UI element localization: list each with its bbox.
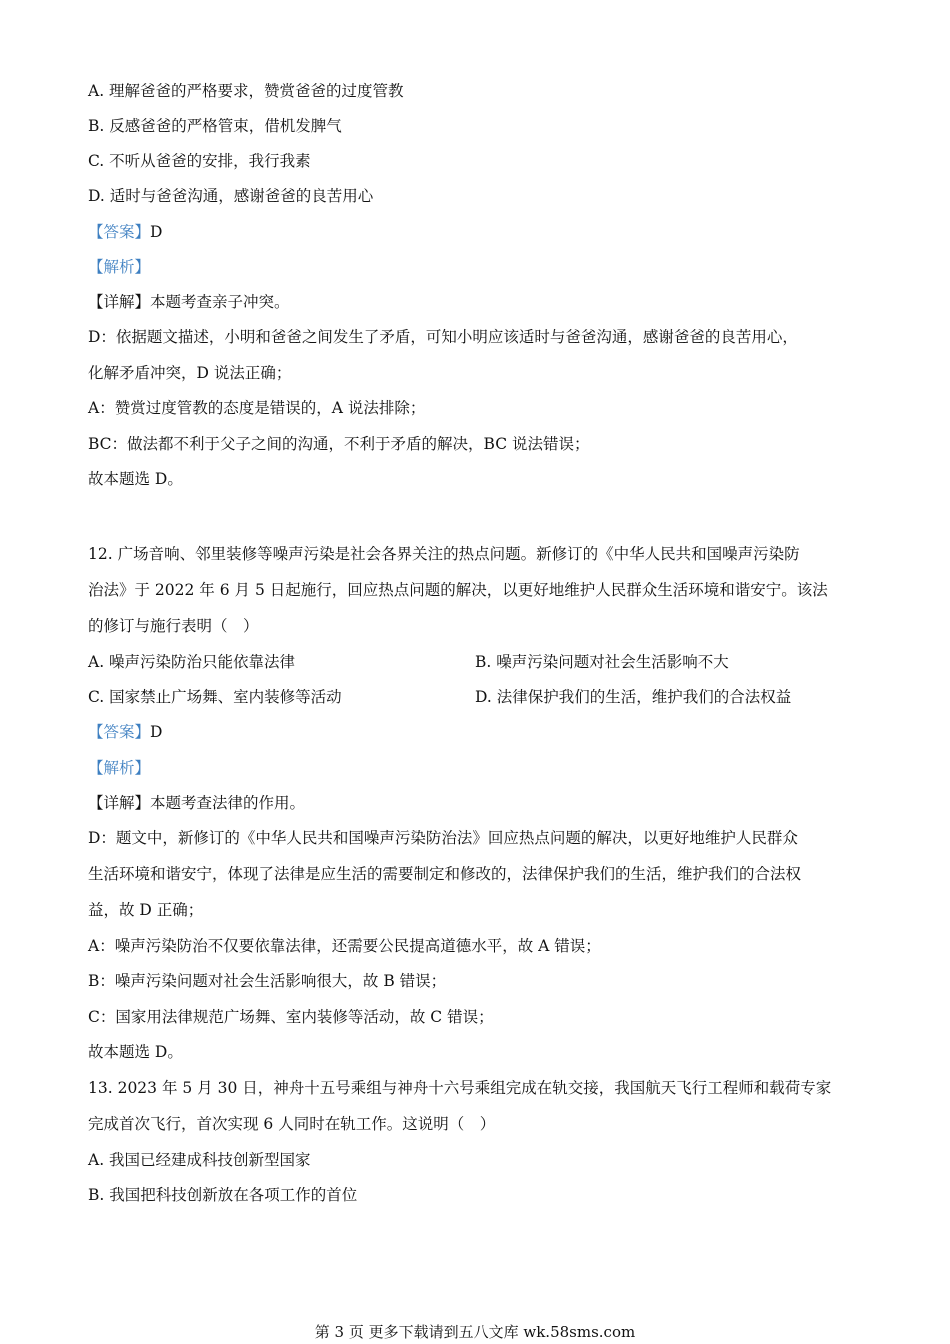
q12-detail-line: B：噪声污染问题对社会生活影响很大，故 B 错误； [88, 972, 447, 990]
q13-option-a: A. 我国已经建成科技创新型国家 [88, 1151, 311, 1169]
q11-detail-line: 故本题选 D。 [88, 470, 183, 488]
q11-option-d: D. 适时与爸爸沟通，感谢爸爸的良苦用心 [88, 187, 374, 205]
q12-detail-line: D：题文中，新修订的《中华人民共和国噪声污染防治法》回应热点问题的解决，以更好地维护人民群众 [88, 829, 798, 847]
q12-detail-line: 生活环境和谐安宁，体现了法律是应生活的需要制定和修改的，法律保护我们的生活，维护我们的合法权 [88, 865, 802, 883]
q12-option-a: A. 噪声污染防治只能依靠法律 [88, 653, 296, 671]
q13-stem-line: 13. 2023 年 5 月 30 日，神舟十五号乘组与神舟十六号乘组完成在轨交接，我国航天飞行工程师和载荷专家 [88, 1079, 832, 1097]
q12-detail-line: C：国家用法律规范广场舞、室内装修等活动，故 C 错误； [88, 1008, 494, 1026]
answer-value: D [150, 223, 163, 241]
q12-option-b: B. 噪声污染问题对社会生活影响不大 [475, 653, 729, 671]
q11-detail-line: 化解矛盾冲突，D 说法正确； [88, 364, 292, 382]
answer-tag: 【答案】 [88, 223, 151, 241]
q12-detail-line: 【详解】本题考查法律的作用。 [88, 794, 306, 812]
q11-option-b: B. 反感爸爸的严格管束，借机发脾气 [88, 117, 342, 135]
q12-stem-line: 12. 广场音响、邻里装修等噪声污染是社会各界关注的热点问题。新修订的《中华人民共和国噪声污染防 [88, 545, 800, 563]
q13-option-b: B. 我国把科技创新放在各项工作的首位 [88, 1186, 358, 1204]
q12-analysis-tag: 【解析】 [88, 759, 151, 777]
page-footer: 第 3 页 更多下载请到五八文库 wk.58sms.com [314, 1323, 636, 1341]
answer-tag: 【答案】 [88, 723, 151, 741]
q12-option-d: D. 法律保护我们的生活，维护我们的合法权益 [475, 688, 792, 706]
q12-detail-line: A：噪声污染防治不仅要依靠法律，还需要公民提高道德水平，故 A 错误； [88, 937, 601, 955]
q12-answer [88, 722, 162, 742]
q12-detail-line: 益，故 D 正确； [88, 901, 204, 919]
q12-stem-line: 的修订与施行表明（ ） [88, 617, 259, 635]
q12-detail-line: 故本题选 D。 [88, 1043, 183, 1061]
q12-stem-line: 治法》于 2022 年 6 月 5 日起施行，回应热点问题的解决，以更好地维护人民群众生活环境和谐安宁。该法 [88, 581, 828, 599]
q11-option-c: C. 不听从爸爸的安排，我行我素 [88, 152, 311, 170]
q11-analysis-tag: 【解析】 [88, 258, 151, 276]
q11-detail-line: D：依据题文描述，小明和爸爸之间发生了矛盾，可知小明应该适时与爸爸沟通，感谢爸爸的良苦用心， [88, 328, 798, 346]
q11-answer [88, 222, 162, 242]
q11-detail-line: 【详解】本题考查亲子冲突。 [88, 293, 290, 311]
q12-option-c: C. 国家禁止广场舞、室内装修等活动 [88, 688, 342, 706]
answer-value: D [150, 723, 163, 741]
q11-detail-line: A：赞赏过度管教的态度是错误的，A 说法排除； [88, 399, 426, 417]
q11-option-a: A. 理解爸爸的严格要求，赞赏爸爸的过度管教 [88, 82, 404, 100]
q13-stem-line: 完成首次飞行，首次实现 6 人同时在轨工作。这说明（ ） [88, 1115, 496, 1133]
q11-detail-line: BC：做法都不利于父子之间的沟通，不利于矛盾的解决，BC 说法错误； [88, 435, 590, 453]
